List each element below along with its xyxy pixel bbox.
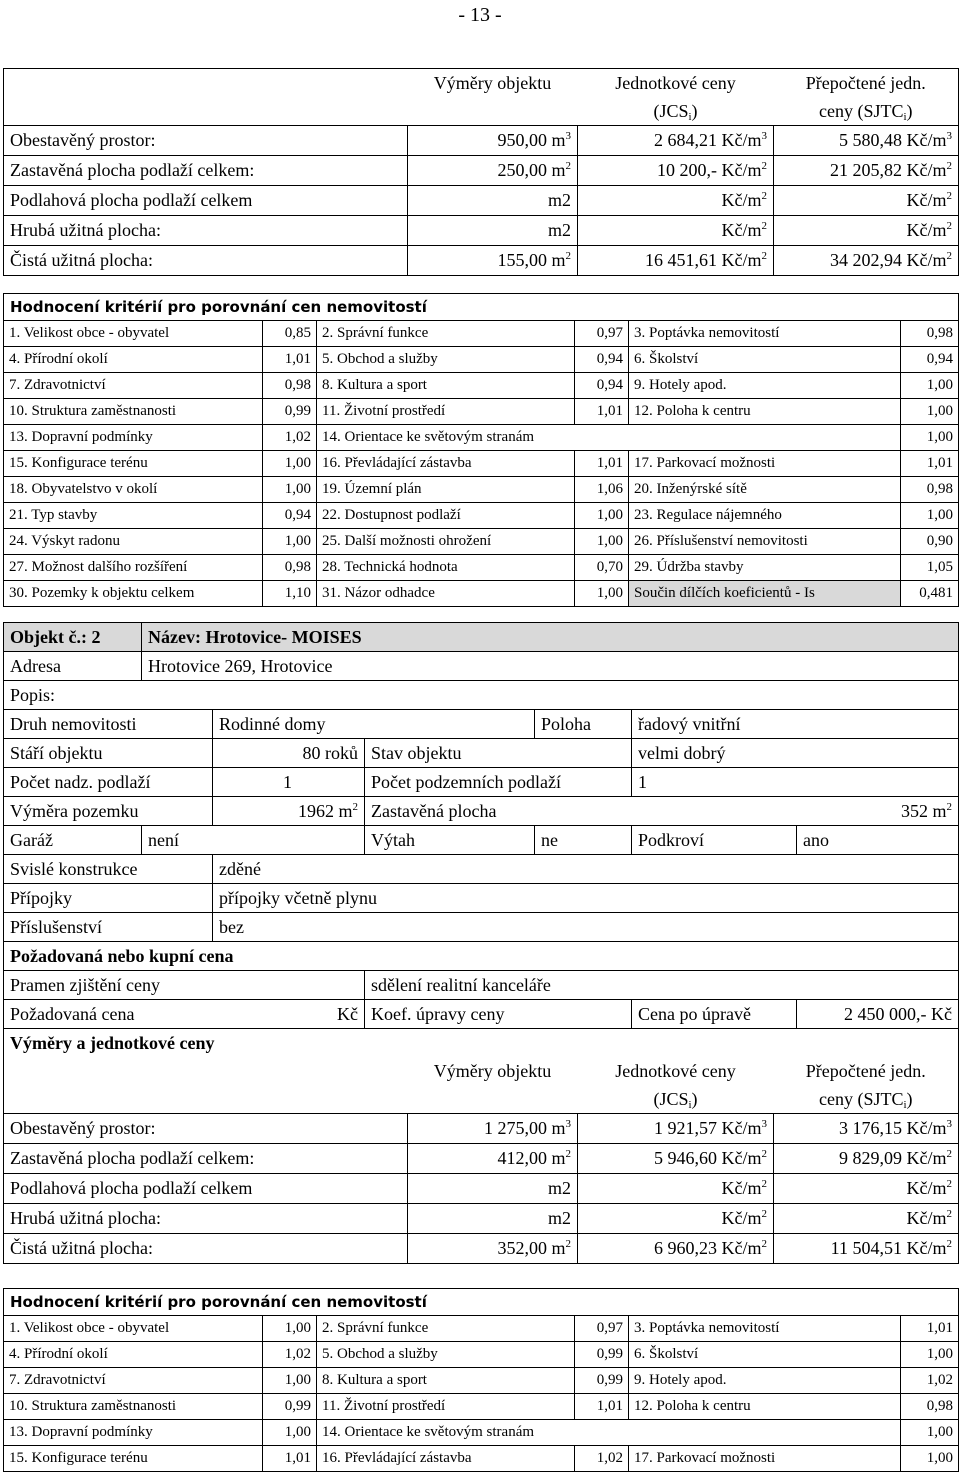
- unit-price: $Kč/m^2$: [578, 186, 774, 216]
- property-type-label: Druh nemovitosti: [4, 710, 213, 739]
- criterion-value: 0,98: [901, 477, 959, 503]
- coefficient-product-label: Součin dílčích koeficientů - Is: [629, 581, 901, 607]
- criterion-label: 23. Regulace nájemného: [629, 503, 901, 529]
- criterion-value: 1,10: [263, 581, 317, 607]
- criterion-label: 3. Poptávka nemovitostí: [629, 321, 901, 347]
- col-header-sjtc-2: ceny $(SJTC_i)$: [774, 1085, 959, 1114]
- criterion-label: 30. Pozemky k objektu celkem: [4, 581, 263, 607]
- criterion-label: 15. Konfigurace terénu: [4, 451, 263, 477]
- criterion-label: 20. Inženýrské sítě: [629, 477, 901, 503]
- criterion-value: 1,00: [901, 373, 959, 399]
- walls-label: Svislé konstrukce: [4, 855, 213, 884]
- measure-label: Podlahová plocha podlaží celkem: [4, 1174, 408, 1204]
- criteria-row: [4, 477, 959, 503]
- criteria-row: [4, 1368, 959, 1394]
- measure-row: [4, 1174, 959, 1204]
- criterion-label: 21. Typ stavby: [4, 503, 263, 529]
- criterion-label: 2. Správní funkce: [317, 1316, 575, 1342]
- criterion-value: 1,00: [901, 425, 959, 451]
- criterion-label: 15. Konfigurace terénu: [4, 1446, 263, 1472]
- criteria-row: [4, 1342, 959, 1368]
- unit-price: 2 684,21 $Kč/m^3$: [578, 126, 774, 156]
- measure-label: Čistá užitná plocha:: [4, 246, 408, 276]
- criterion-label: 27. Možnost dalšího rozšíření: [4, 555, 263, 581]
- measure-row: [4, 156, 959, 186]
- criterion-value: 1,02: [575, 1446, 629, 1472]
- obj2-measures-table: [3, 1057, 959, 1264]
- unit-price: 10 200,- $Kč/m^2$: [578, 156, 774, 186]
- description-label: Popis:: [4, 681, 959, 710]
- criterion-value: 0,94: [575, 347, 629, 373]
- measure-value: 950,00 $m^3$: [408, 126, 578, 156]
- criterion-value: 0,97: [575, 1316, 629, 1342]
- criterion-label: 1. Velikost obce - obyvatel: [4, 321, 263, 347]
- criterion-value: 1,00: [901, 503, 959, 529]
- unit-price: 1 921,57 $Kč/m^3$: [578, 1114, 774, 1144]
- criterion-label: 10. Struktura zaměstnanosti: [4, 399, 263, 425]
- criterion-label: 12. Poloha k centru: [629, 1394, 901, 1420]
- measure-row: [4, 1234, 959, 1264]
- recalc-price: $Kč/m^2$: [774, 186, 959, 216]
- garage-label: Garáž: [4, 826, 142, 855]
- criterion-value: 1,01: [901, 451, 959, 477]
- criterion-label: 2. Správní funkce: [317, 321, 575, 347]
- criterion-value: 1,06: [575, 477, 629, 503]
- criterion-label: 25. Další možnosti ohrožení: [317, 529, 575, 555]
- criterion-label: 9. Hotely apod.: [629, 373, 901, 399]
- criterion-value: 1,02: [263, 425, 317, 451]
- recalc-price: 3 176,15 $Kč/m^3$: [774, 1114, 959, 1144]
- accessories-label: Příslušenství: [4, 913, 213, 942]
- measure-value: m2: [408, 1204, 578, 1234]
- walls-value: zděné: [213, 855, 959, 884]
- criterion-value: 0,85: [263, 321, 317, 347]
- recalc-price: 34 202,94 $Kč/m^2$: [774, 246, 959, 276]
- criterion-value: 1,05: [901, 555, 959, 581]
- unit-price: $Kč/m^2$: [578, 1204, 774, 1234]
- col-header-recalc-prices-2: Přepočtené jedn.: [774, 1057, 959, 1085]
- measure-label: Podlahová plocha podlaží celkem: [4, 186, 408, 216]
- criterion-label: 13. Dopravní podmínky: [4, 425, 263, 451]
- criterion-label: 8. Kultura a sport: [317, 373, 575, 399]
- col-header-unit-prices-2: Jednotkové ceny: [615, 1060, 736, 1081]
- criterion-value: 1,00: [901, 1342, 959, 1368]
- criterion-value: 1,00: [575, 581, 629, 607]
- requested-price-unit: Kč: [337, 1003, 358, 1024]
- connections-label: Přípojky: [4, 884, 213, 913]
- criterion-value: 1,00: [263, 1316, 317, 1342]
- measure-label: Hrubá užitná plocha:: [4, 1204, 408, 1234]
- criterion-label: 13. Dopravní podmínky: [4, 1420, 263, 1446]
- criterion-value: 1,00: [901, 1446, 959, 1472]
- criteria-row: [4, 425, 959, 451]
- criterion-label: 18. Obyvatelstvo v okolí: [4, 477, 263, 503]
- criterion-value: 0,94: [263, 503, 317, 529]
- criterion-value: 1,00: [901, 399, 959, 425]
- criteria-row: [4, 1394, 959, 1420]
- age-label: Stáří objektu: [4, 739, 213, 768]
- criteria-row: [4, 1446, 959, 1472]
- measure-label: Obestavěný prostor:: [4, 1114, 408, 1144]
- land-area-value: 1962 $m^2$: [213, 797, 365, 826]
- criterion-label: 28. Technická hodnota: [317, 555, 575, 581]
- lift-label: Výtah: [365, 826, 535, 855]
- measure-row: [4, 1144, 959, 1174]
- criterion-value: 1,00: [263, 1368, 317, 1394]
- criterion-label: 10. Struktura zaměstnanosti: [4, 1394, 263, 1420]
- page-number: - 13 -: [458, 4, 502, 26]
- recalc-price: $Kč/m^2$: [774, 1204, 959, 1234]
- criteria-row: [4, 581, 959, 607]
- attic-label: Podkroví: [632, 826, 797, 855]
- criterion-label: 29. Údržba stavby: [629, 555, 901, 581]
- coefficient-product-value: 0,481: [901, 581, 959, 607]
- obj1-measures-table: [3, 68, 959, 276]
- criterion-value: 0,97: [575, 321, 629, 347]
- coef-label: Koef. úpravy ceny: [365, 1000, 632, 1029]
- criterion-value: 1,00: [263, 1420, 317, 1446]
- criterion-label: 4. Přírodní okolí: [4, 1342, 263, 1368]
- col-header-jcs-2: $(JCS_i)$: [578, 1085, 774, 1114]
- unit-price: 16 451,61 $Kč/m^2$: [578, 246, 774, 276]
- criterion-value: 0,99: [263, 1394, 317, 1420]
- measure-row: [4, 126, 959, 156]
- unit-price: $Kč/m^2$: [578, 216, 774, 246]
- criterion-label: 16. Převládající zástavba: [317, 451, 575, 477]
- state-value: velmi dobrý: [632, 739, 959, 768]
- col-header-recalc-prices: Přepočtené jedn.: [774, 69, 959, 98]
- address-label: Adresa: [4, 652, 142, 681]
- underground-floors-value: 1: [632, 768, 959, 797]
- col-header-measures-2: Výměry objektu: [433, 1060, 552, 1081]
- measure-label: Zastavěná plocha podlaží celkem:: [4, 156, 408, 186]
- criterion-label: 5. Obchod a služby: [317, 347, 575, 373]
- criterion-value: 0,94: [575, 373, 629, 399]
- col-header-unit-prices: Jednotkové ceny: [578, 69, 774, 98]
- measure-row: [4, 1204, 959, 1234]
- recalc-price: $Kč/m^2$: [774, 1174, 959, 1204]
- measure-label: Čistá užitná plocha:: [4, 1234, 408, 1264]
- adjusted-price-label: Cena po úpravě: [632, 1000, 797, 1029]
- criterion-value: 0,90: [901, 529, 959, 555]
- criterion-value: 1,01: [575, 399, 629, 425]
- lift-value: ne: [535, 826, 632, 855]
- criterion-value: 0,70: [575, 555, 629, 581]
- land-area-label: Výměra pozemku: [4, 797, 213, 826]
- criterion-label: 12. Poloha k centru: [629, 399, 901, 425]
- criteria-row: [4, 1316, 959, 1342]
- criterion-value: 1,01: [575, 1394, 629, 1420]
- criterion-label: 17. Parkovací možnosti: [629, 1446, 901, 1472]
- adjusted-price-value: 2 450 000,- Kč: [797, 1000, 959, 1029]
- state-label: Stav objektu: [365, 739, 632, 768]
- criterion-value: 0,99: [263, 399, 317, 425]
- criterion-label: 14. Orientace ke světovým stranám: [317, 1420, 901, 1446]
- criterion-label: 7. Zdravotnictví: [4, 373, 263, 399]
- criterion-label: 19. Územní plán: [317, 477, 575, 503]
- price-source-value: sdělení realitní kanceláře: [365, 971, 959, 1000]
- measure-label: Zastavěná plocha podlaží celkem:: [4, 1144, 408, 1174]
- criterion-label: 26. Příslušenství nemovitosti: [629, 529, 901, 555]
- built-area-value: 352 $m^2$: [632, 797, 959, 826]
- measure-label: Obestavěný prostor:: [4, 126, 408, 156]
- measure-value: m2: [408, 186, 578, 216]
- criterion-label: 6. Školství: [629, 347, 901, 373]
- measure-value: 250,00 $m^2$: [408, 156, 578, 186]
- criterion-value: 0,99: [575, 1368, 629, 1394]
- criterion-label: 3. Poptávka nemovitostí: [629, 1316, 901, 1342]
- criterion-label: 31. Názor odhadce: [317, 581, 575, 607]
- obj1-criteria-table: [3, 293, 959, 607]
- garage-value: není: [142, 826, 365, 855]
- criterion-value: 1,00: [263, 529, 317, 555]
- criteria-row: [4, 399, 959, 425]
- position-value: řadový vnitřní: [632, 710, 959, 739]
- criterion-value: 0,98: [263, 555, 317, 581]
- criterion-value: 1,00: [575, 529, 629, 555]
- measure-value: m2: [408, 1174, 578, 1204]
- requested-price-label: Požadovaná cena Kč: [4, 1000, 365, 1029]
- criterion-label: 5. Obchod a služby: [317, 1342, 575, 1368]
- criterion-value: 0,94: [901, 347, 959, 373]
- criterion-value: 1,02: [263, 1342, 317, 1368]
- col-header-measures: Výměry objektu: [408, 69, 578, 98]
- criteria-row: [4, 373, 959, 399]
- criterion-value: 1,01: [263, 347, 317, 373]
- attic-value: ano: [797, 826, 959, 855]
- age-value: 80 roků: [213, 739, 365, 768]
- criterion-label: 24. Výskyt radonu: [4, 529, 263, 555]
- recalc-price: 5 580,48 $Kč/m^3$: [774, 126, 959, 156]
- criterion-value: 1,00: [901, 1420, 959, 1446]
- criterion-label: 1. Velikost obce - obyvatel: [4, 1316, 263, 1342]
- criterion-value: 1,02: [901, 1368, 959, 1394]
- criterion-label: 7. Zdravotnictví: [4, 1368, 263, 1394]
- recalc-price: 21 205,82 $Kč/m^2$: [774, 156, 959, 186]
- measure-value: m2: [408, 216, 578, 246]
- price-section-title: Požadovaná nebo kupní cena: [4, 942, 959, 971]
- measure-value: 352,00 $m^2$: [408, 1234, 578, 1264]
- criteria-row: [4, 1420, 959, 1446]
- measure-value: 155,00 $m^2$: [408, 246, 578, 276]
- price-source-label: Pramen zjištění ceny: [4, 971, 365, 1000]
- criterion-value: 1,00: [263, 451, 317, 477]
- object-name: Název: Hrotovice- MOISES: [142, 623, 959, 652]
- recalc-price: 9 829,09 $Kč/m^2$: [774, 1144, 959, 1174]
- address-value: Hrotovice 269, Hrotovice: [142, 652, 959, 681]
- floors-value: 1: [213, 768, 365, 797]
- criterion-label: 4. Přírodní okolí: [4, 347, 263, 373]
- col-header-jcs: $(JCS_i)$: [578, 97, 774, 126]
- col-header-sjtc: ceny $(SJTC_i)$: [774, 97, 959, 126]
- recalc-price: $Kč/m^2$: [774, 216, 959, 246]
- criteria-row: [4, 347, 959, 373]
- measure-value: 412,00 $m^2$: [408, 1144, 578, 1174]
- measure-row: [4, 1114, 959, 1144]
- criteria-row: [4, 529, 959, 555]
- criterion-value: 1,01: [901, 1316, 959, 1342]
- obj1-criteria-title: Hodnocení kritérií pro porovnání cen nemovitostí: [4, 294, 959, 321]
- floors-label: Počet nadz. podlaží: [4, 768, 213, 797]
- criterion-value: 1,00: [575, 503, 629, 529]
- criteria-row: [4, 503, 959, 529]
- criterion-label: 22. Dostupnost podlaží: [317, 503, 575, 529]
- criterion-value: 0,98: [901, 321, 959, 347]
- criterion-label: 16. Převládající zástavba: [317, 1446, 575, 1472]
- measures-section-title: Výměry a jednotkové ceny: [4, 1029, 959, 1058]
- criterion-label: 14. Orientace ke světovým stranám: [317, 425, 901, 451]
- obj2-description-table: [3, 622, 959, 1057]
- criterion-label: 11. Životní prostředí: [317, 1394, 575, 1420]
- measure-label: Hrubá užitná plocha:: [4, 216, 408, 246]
- recalc-price: 11 504,51 $Kč/m^2$: [774, 1234, 959, 1264]
- unit-price: 6 960,23 $Kč/m^2$: [578, 1234, 774, 1264]
- underground-floors-label: Počet podzemních podlaží: [365, 768, 632, 797]
- unit-price: 5 946,60 $Kč/m^2$: [578, 1144, 774, 1174]
- unit-price: $Kč/m^2$: [578, 1174, 774, 1204]
- built-area-label: Zastavěná plocha: [365, 797, 632, 826]
- criterion-value: 1,01: [575, 451, 629, 477]
- measure-row: [4, 246, 959, 276]
- measure-value: 1 275,00 $m^3$: [408, 1114, 578, 1144]
- criteria-row: [4, 555, 959, 581]
- connections-value: přípojky včetně plynu: [213, 884, 959, 913]
- criterion-value: 1,00: [263, 477, 317, 503]
- obj2-criteria-table: [3, 1288, 959, 1472]
- obj2-criteria-title: Hodnocení kritérií pro porovnání cen nemovitostí: [4, 1289, 959, 1316]
- property-type-value: Rodinné domy: [213, 710, 535, 739]
- criteria-row: [4, 321, 959, 347]
- criterion-label: 8. Kultura a sport: [317, 1368, 575, 1394]
- criterion-label: 9. Hotely apod.: [629, 1368, 901, 1394]
- measure-row: [4, 186, 959, 216]
- criterion-value: 1,01: [263, 1446, 317, 1472]
- criterion-label: 17. Parkovací možnosti: [629, 451, 901, 477]
- criterion-label: 11. Životní prostředí: [317, 399, 575, 425]
- criteria-row: [4, 451, 959, 477]
- measure-row: [4, 216, 959, 246]
- criterion-value: 0,98: [901, 1394, 959, 1420]
- position-label: Poloha: [535, 710, 632, 739]
- object-number: Objekt č.: 2: [4, 623, 142, 652]
- criterion-value: 0,99: [575, 1342, 629, 1368]
- criterion-label: 6. Školství: [629, 1342, 901, 1368]
- criterion-value: 0,98: [263, 373, 317, 399]
- accessories-value: bez: [213, 913, 959, 942]
